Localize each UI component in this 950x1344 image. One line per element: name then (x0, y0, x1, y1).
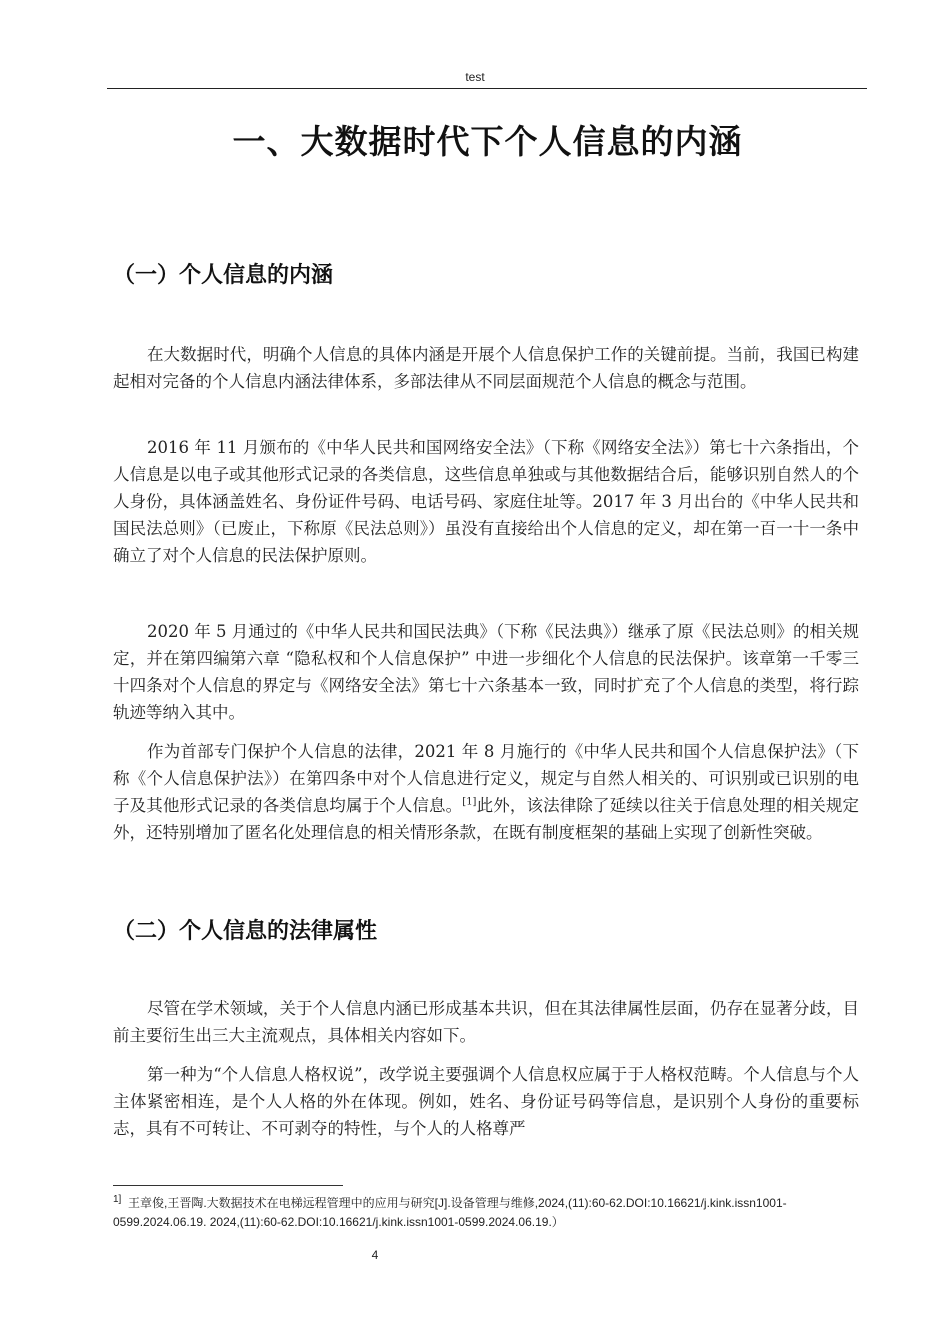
footnote-text: 王章俊,王晋陶.大数据技术在电梯远程管理中的应用与研究[J].设备管理与维修,2024,(11):60-62.DOI:10.16621/j.kink.issn1001-0599.2024.06.19. 2024,(11):60-62.DOI:10.16621/j.kink.issn1001-0599.2024.06.19.） (113, 1196, 787, 1229)
citation-ref[interactable]: [1] (462, 796, 477, 808)
header-divider (107, 88, 867, 89)
body-paragraph: 2016 年 11 月颁布的《中华人民共和国网络安全法》（下称《网络安全法》）第七十六条指出，个人信息是以电子或其他形式记录的各类信息，这些信息单独或与其他数据结合后，能够识别自然人的个人身份，具体涵盖姓名、身份证件号码、电话号码、家庭住址等。2017 年 3 月出台的《中华人民共和国民法总则》（已废止，下称原《民法总则》）虽没有直接给出个人信息的定义，却在第一百一十一条中确立了对个人信息的民法保护原则。 (113, 438, 859, 565)
paragraph-text: 作为首部专门保护个人信息的法律，2021 年 8 月施行的《中华人民共和国个人信息保护法》（下称《个人信息保护法》）在第四条中对个人信息进行定义，规定与自然人相关的、可识别或已识别的电子及其他形式记录的各类信息均属于个人信息。 (113, 742, 859, 815)
running-header: test (465, 70, 485, 84)
chapter-title: 一、大数据时代下个人信息的内涵 (232, 122, 743, 161)
footnote-marker: 1] (113, 1194, 122, 1205)
body-paragraph (113, 738, 859, 846)
section-heading-1: （一）个人信息的内涵 (113, 263, 334, 288)
footnote (113, 1194, 859, 1232)
page-number: 4 (371, 1248, 379, 1262)
section-heading-2: （二）个人信息的法律属性 (113, 919, 378, 944)
body-paragraph: 尽管在学术领域，关于个人信息内涵已形成基本共识，但在其法律属性层面，仍存在显著分歧，目前主要衍生出三大主流观点，具体相关内容如下。 (113, 999, 859, 1045)
footnote-separator (113, 1185, 343, 1186)
body-paragraph: 2020 年 5 月通过的《中华人民共和国民法典》（下称《民法典》）继承了原《民法总则》的相关规定，并在第四编第六章 “隐私权和个人信息保护” 中进一步细化个人信息的民法保护。该章第一千零三十四条对个人信息的界定与《网络安全法》第七十六条基本一致，同时扩充了个人信息的类型，将行踪轨迹等纳入其中。 (113, 622, 859, 722)
body-paragraph: 第一种为“个人信息人格权说”，改学说主要强调个人信息权应属于于人格权范畴。个人信息与个人主体紧密相连，是个人人格的外在体现。例如，姓名、身份证号码等信息，是识别个人身份的重要标志，具有不可转让、不可剥夺的特性，与个人的人格尊严 (113, 1065, 859, 1138)
paragraph-text: 此外，该法律除了延续以往关于信息处理的相关规定外，还特别增加了匿名化处理信息的相关情形条款，在既有制度框架的基础上实现了创新性突破。 (113, 796, 860, 842)
body-paragraph: 在大数据时代，明确个人信息的具体内涵是开展个人信息保护工作的关键前提。当前，我国已构建起相对完备的个人信息内涵法律体系，多部法律从不同层面规范个人信息的概念与范围。 (113, 345, 859, 391)
